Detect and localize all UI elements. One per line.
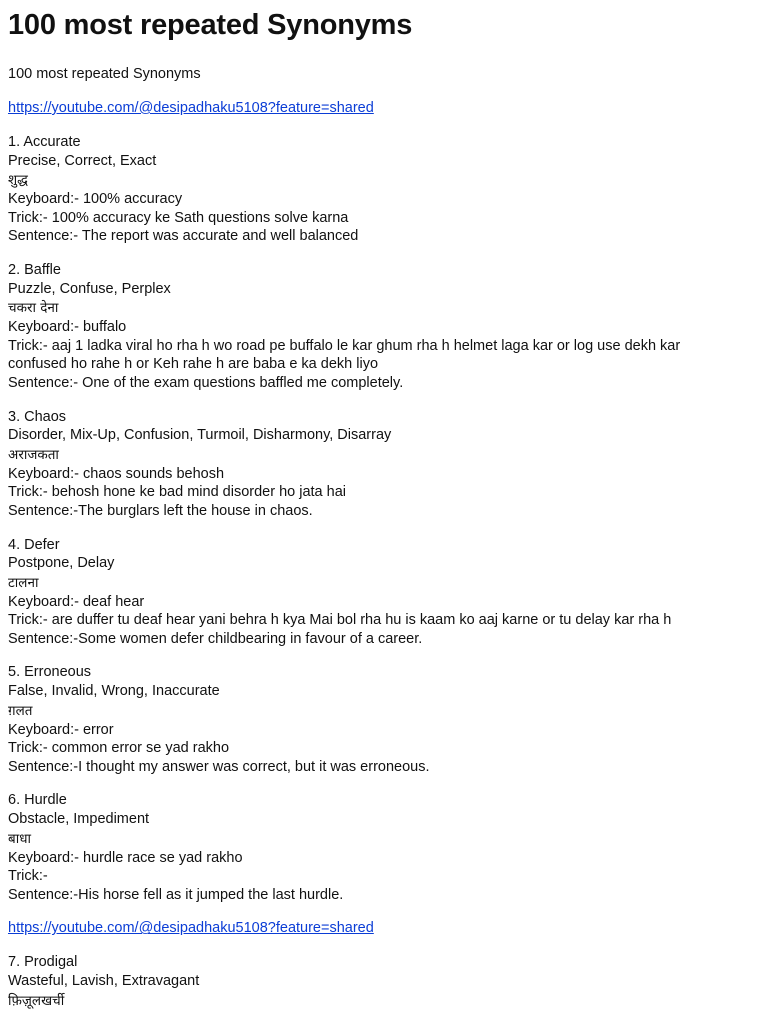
entry-hindi: फ़िज़ूलखर्ची	[8, 992, 65, 1009]
entry-trick: Trick:-	[8, 868, 48, 885]
entry-hindi: चकरा देना	[8, 300, 59, 317]
synonym-entry-7	[8, 953, 768, 1010]
entry-hindi: ग़लत	[8, 702, 33, 719]
entry-hindi: टालना	[8, 574, 39, 591]
synonym-entry-1	[8, 133, 768, 246]
entry-sentence: Sentence:- One of the exam questions baffled me completely.	[8, 374, 404, 391]
entry-sentence: Sentence:-Some women defer childbearing in favour of a career.	[8, 630, 423, 647]
page-title: 100 most repeated Synonyms	[8, 9, 413, 41]
entry-synonyms: Precise, Correct, Exact	[8, 152, 157, 169]
synonym-entry-3	[8, 408, 768, 521]
entry-keyboard: Keyboard:- hurdle race se yad rakho	[8, 849, 243, 866]
entry-trick: Trick:- 100% accuracy ke Sath questions solve karna	[8, 209, 349, 226]
synonym-entry-4	[8, 536, 768, 649]
synonym-entry-6	[8, 791, 768, 904]
entry-synonyms: Puzzle, Confuse, Perplex	[8, 280, 171, 297]
entry-keyboard: Keyboard:- 100% accuracy	[8, 191, 183, 208]
youtube-link[interactable]: https://youtube.com/@desipadhaku5108?feature=shared	[8, 100, 374, 116]
entry-heading: 5. Erroneous	[8, 664, 92, 681]
entry-heading: 6. Hurdle	[8, 792, 67, 809]
entry-sentence: Sentence:-The burglars left the house in chaos.	[8, 502, 313, 519]
entry-sentence: Sentence:-His horse fell as it jumped the last hurdle.	[8, 886, 344, 903]
entry-synonyms: Postpone, Delay	[8, 555, 115, 572]
entry-keyboard: Keyboard:- buffalo	[8, 319, 127, 336]
entry-keyboard: Keyboard:- deaf hear	[8, 593, 145, 610]
page-subtitle: 100 most repeated Synonyms	[8, 66, 201, 82]
entry-heading: 4. Defer	[8, 536, 60, 553]
entry-synonyms: Wasteful, Lavish, Extravagant	[8, 973, 200, 989]
entry-trick: Trick:- common error se yad rakho	[8, 740, 230, 757]
entry-sentence: Sentence:-I thought my answer was correct, but it was erroneous.	[8, 758, 430, 775]
entry-heading: 7. Prodigal	[8, 954, 78, 971]
entry-hindi: बाधा	[8, 830, 32, 847]
entry-keyboard: Keyboard:- chaos sounds behosh	[8, 465, 225, 482]
entry-synonyms: Obstacle, Impediment	[8, 811, 150, 828]
entry-keyboard: Keyboard:- error	[8, 721, 114, 738]
entry-heading: 2. Baffle	[8, 261, 61, 278]
synonym-entry-5	[8, 663, 768, 776]
entry-sentence: Sentence:- The report was accurate and well balanced	[8, 228, 359, 245]
entry-trick: Trick:- behosh hone ke bad mind disorder ho jata hai	[8, 484, 346, 501]
entry-hindi: शुद्ध	[8, 172, 28, 189]
entry-heading: 3. Chaos	[8, 408, 67, 425]
synonym-entry-2	[8, 261, 768, 393]
entry-heading: 1. Accurate	[8, 134, 81, 150]
entry-trick: Trick:- aaj 1 ladka viral ho rha h wo road pe buffalo le kar ghum rha h helmet laga kar or log use dekh kar confused ho rahe h or Keh rahe h are baba e ka dekh liyo	[8, 337, 681, 373]
entry-synonyms: False, Invalid, Wrong, Inaccurate	[8, 683, 220, 700]
entry-hindi: अराजकता	[8, 446, 59, 463]
youtube-link-2[interactable]: https://youtube.com/@desipadhaku5108?feature=shared	[8, 920, 374, 937]
entry-synonyms: Disorder, Mix-Up, Confusion, Turmoil, Disharmony, Disarray	[8, 427, 392, 444]
entry-trick: Trick:- are duffer tu deaf hear yani behra h kya Mai bol rha hu is kaam ko aaj karne or tu delay kar rha h	[8, 612, 672, 629]
